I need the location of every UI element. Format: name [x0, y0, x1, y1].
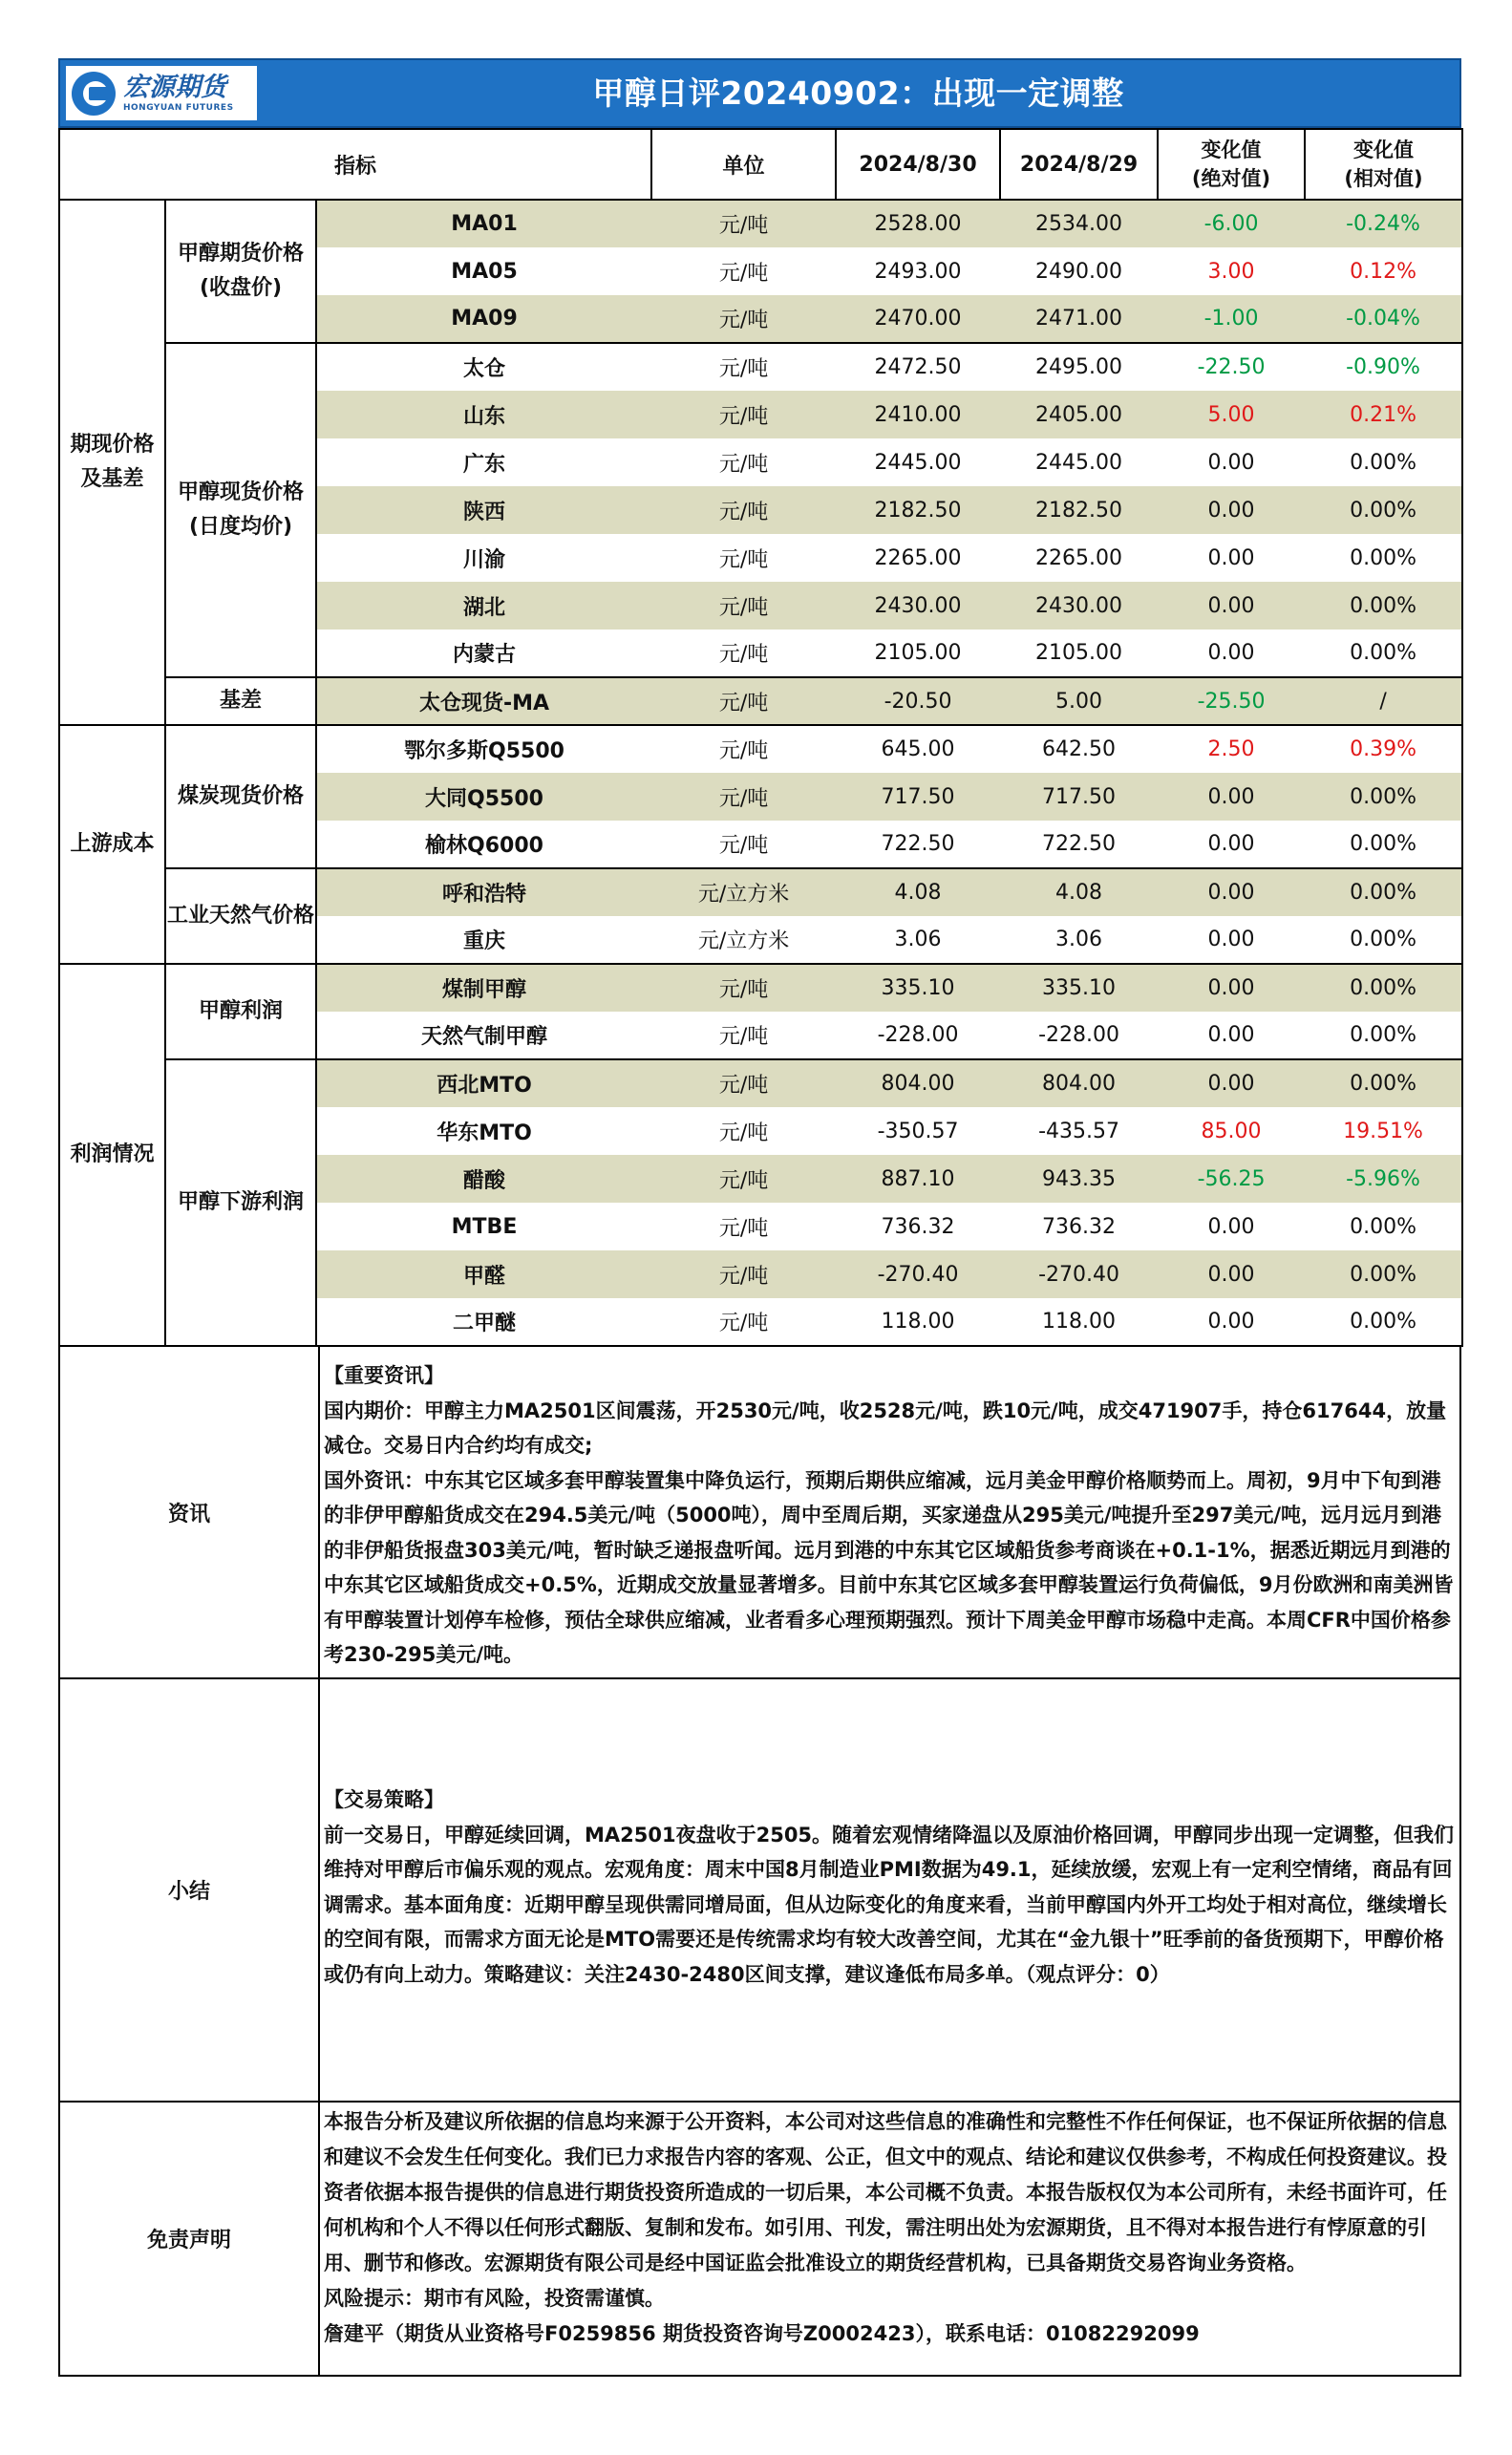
cell-indicator-name: 内蒙古 [316, 630, 651, 677]
cell-change-abs: -56.25 [1158, 1155, 1305, 1203]
subcategory-basis: 基差 [165, 677, 316, 725]
cell-change-abs: 0.00 [1158, 1250, 1305, 1298]
cell-value-date-2: 804.00 [1000, 1059, 1158, 1107]
cell-unit: 元/吨 [651, 1250, 836, 1298]
disclaimer-body [320, 2103, 1459, 2375]
cell-change-abs: 0.00 [1207, 1214, 1255, 1239]
cell-indicator-name: 煤制甲醇 [316, 964, 651, 1012]
cell-value-date-1: 722.50 [836, 821, 1000, 868]
cell-indicator-name: 醋酸 [316, 1155, 651, 1203]
table-row [59, 677, 1462, 725]
news-body [320, 1347, 1459, 1677]
summary-label: 小结 [60, 1679, 320, 2101]
summary-body [320, 1679, 1459, 2101]
cell-value-date-1: 2430.00 [836, 582, 1000, 630]
cell-value-date-1: 3.06 [836, 916, 1000, 964]
cell-unit: 元/吨 [651, 295, 836, 343]
cell-indicator-name: 川渝 [463, 547, 506, 572]
cell-value-date-1: 2472.50 [874, 355, 962, 379]
cell-change-abs: 0.00 [1158, 630, 1305, 677]
cell-change-abs: 85.00 [1201, 1119, 1262, 1143]
subcategory-gas-price: 工业天然气价格 [165, 868, 316, 964]
cell-indicator-name: 陕西 [316, 486, 651, 534]
cell-change-abs: 0.00 [1207, 450, 1255, 475]
cell-value-date-2: 5.00 [1000, 677, 1158, 725]
cell-change-rel: 0.21% [1305, 391, 1462, 438]
cell-indicator-name: 广东 [463, 452, 506, 477]
cell-value-date-2: 2471.00 [1000, 295, 1158, 343]
cell-value-date-2: 642.50 [1042, 737, 1117, 761]
header-date-2: 2024/8/29 [1000, 129, 1158, 200]
cell-change-rel: 0.00% [1305, 1298, 1462, 1346]
summary-section [58, 1679, 1461, 2103]
cell-value-date-1: 2470.00 [836, 295, 1000, 343]
cell-change-abs: 0.00 [1158, 582, 1305, 630]
cell-unit: 元/吨 [718, 739, 769, 763]
cell-indicator-name: 湖北 [316, 582, 651, 630]
cell-change-rel: 0.39% [1305, 725, 1462, 773]
cell-value-date-2: 2105.00 [1000, 630, 1158, 677]
news-label: 资讯 [60, 1347, 320, 1677]
analyst-contact: 詹建平（期货从业资格号F0259856 期货投资咨询号Z0002423），联系电话：01082292099 [324, 2322, 1200, 2345]
cell-unit: 元/吨 [651, 200, 836, 247]
subcategory-futures-price: 甲醇期货价格(收盘价) [165, 200, 316, 343]
cell-value-date-1: 335.10 [836, 964, 1000, 1012]
table-row [59, 1059, 1462, 1107]
cell-value-date-2: 2405.00 [1000, 391, 1158, 438]
cell-value-date-2: 717.50 [1000, 773, 1158, 821]
cell-change-abs: 2.50 [1207, 737, 1255, 761]
table-row [59, 200, 1462, 247]
cell-change-abs: 0.00 [1158, 916, 1305, 964]
cell-unit: 元/吨 [651, 677, 836, 725]
cell-unit: 元/立方米 [651, 916, 836, 964]
cell-indicator-name: MA09 [316, 295, 651, 343]
cell-value-date-1: 118.00 [836, 1298, 1000, 1346]
subcategory-spot-price: 甲醇现货价格(日度均价) [165, 343, 316, 677]
cell-change-rel: -0.24% [1305, 200, 1462, 247]
cell-change-rel: 0.00% [1305, 964, 1462, 1012]
cell-value-date-1: 736.32 [881, 1214, 955, 1239]
cell-value-date-1: -270.40 [836, 1250, 1000, 1298]
disclaimer-text: 本报告分析及建议所依据的信息均来源于公开资料，本公司对这些信息的准确性和完整性不作任何保证，也不保证所依据的信息和建议不会发生任何变化。我们已力求报告内容的客观、公正，但文中的观点、结论和建议仅供参考，不构成任何投资建议。投资者依据本报告提供的信息进行期货投资所造成的一切后果，本公司概不负责。本报告版权仅为本公司所有，未经书面许可，任何机构和个人不得以任何形式翻版、复制和发布。如引用、刊发，需注明出处为宏源期货，且不得对本报告进行有悖原意的引用、删节和修改。宏源期货有限公司是经中国证监会批准设立的期货经营机构，已具备期货交易咨询业务资格。 [324, 2110, 1447, 2274]
cell-change-rel: 0.00% [1305, 582, 1462, 630]
cell-value-date-2: 2534.00 [1000, 200, 1158, 247]
cell-change-rel: 0.00% [1305, 821, 1462, 868]
news-heading: 【重要资讯】 [324, 1364, 444, 1387]
cell-change-abs: 0.00 [1158, 773, 1305, 821]
cell-change-rel: 0.00% [1305, 868, 1462, 916]
cell-value-date-1: 2182.50 [836, 486, 1000, 534]
cell-value-date-2: 118.00 [1000, 1298, 1158, 1346]
header-date-1: 2024/8/30 [836, 129, 1000, 200]
cell-change-rel: / [1305, 677, 1462, 725]
cell-unit: 元/吨 [718, 357, 769, 381]
cell-unit: 元/吨 [651, 1155, 836, 1203]
news-section [58, 1347, 1461, 1679]
report-sheet [58, 58, 1461, 2377]
cell-indicator-name: 榆林Q6000 [316, 821, 651, 868]
cell-indicator-name: 鄂尔多斯Q5500 [404, 739, 564, 763]
cell-change-rel: 0.00% [1305, 534, 1462, 582]
cell-change-rel: -5.96% [1305, 1155, 1462, 1203]
header-change-abs: 变化值 (绝对值) [1158, 129, 1305, 200]
cell-indicator-name: 华东MTO [437, 1121, 532, 1145]
cell-change-rel: 19.51% [1305, 1107, 1462, 1155]
table-row [59, 964, 1462, 1012]
logo-name-en: HONGYUAN FUTURES [123, 102, 234, 113]
cell-value-date-1: -350.57 [877, 1119, 959, 1143]
cell-value-date-2: 335.10 [1000, 964, 1158, 1012]
cell-change-abs: 0.00 [1158, 486, 1305, 534]
cell-unit: 元/吨 [651, 486, 836, 534]
header-indicator: 指标 [59, 129, 651, 200]
cell-change-rel: 0.00% [1305, 486, 1462, 534]
cell-indicator-name: 太仓现货-MA [316, 677, 651, 725]
cell-value-date-2: -270.40 [1000, 1250, 1158, 1298]
cell-unit: 元/吨 [651, 630, 836, 677]
cell-change-abs: 0.00 [1158, 821, 1305, 868]
table-row [59, 725, 1462, 773]
table-row [59, 868, 1462, 916]
cell-unit: 元/吨 [718, 547, 769, 572]
subcategory-coal-price: 煤炭现货价格 [165, 725, 316, 868]
cell-indicator-name: 呼和浩特 [316, 868, 651, 916]
cell-value-date-2: -435.57 [1038, 1119, 1119, 1143]
table-row [59, 343, 1462, 391]
cell-value-date-1: 2528.00 [836, 200, 1000, 247]
cell-change-rel: -0.04% [1305, 295, 1462, 343]
cell-change-abs: 0.00 [1207, 545, 1255, 570]
cell-unit: 元/吨 [651, 1059, 836, 1107]
report-title: 甲醇日评20240902：出现一定调整 [592, 75, 1124, 112]
cell-value-date-1: -228.00 [836, 1012, 1000, 1059]
news-domestic: 国内期价：甲醇主力MA2501区间震荡，开2530元/吨，收2528元/吨，跌10元/吨，成交471907手，持仓617644，放量减仓。交易日内合约均有成交; [324, 1398, 1447, 1457]
cell-value-date-2: 3.06 [1000, 916, 1158, 964]
cell-value-date-2: 2265.00 [1035, 545, 1123, 570]
cell-value-date-2: -228.00 [1000, 1012, 1158, 1059]
cell-indicator-name: 山东 [316, 391, 651, 438]
cell-indicator-name: MA05 [451, 259, 518, 284]
category-spot-basis: 期现价格及基差 [59, 200, 165, 725]
summary-heading: 【交易策略】 [324, 1788, 444, 1811]
cell-value-date-1: 2410.00 [836, 391, 1000, 438]
cell-change-abs: -6.00 [1158, 200, 1305, 247]
cell-change-rel: 0.00% [1305, 916, 1462, 964]
cell-unit: 元/吨 [718, 1121, 769, 1145]
cell-value-date-1: -20.50 [836, 677, 1000, 725]
cell-indicator-name: MTBE [451, 1214, 518, 1239]
cell-unit: 元/吨 [651, 821, 836, 868]
cell-indicator-name: 甲醛 [316, 1250, 651, 1298]
company-logo [66, 66, 257, 120]
cell-change-rel: -0.90% [1305, 343, 1462, 391]
cell-change-rel: 0.00% [1305, 1012, 1462, 1059]
cell-change-abs: 0.00 [1158, 1298, 1305, 1346]
cell-value-date-2: 4.08 [1000, 868, 1158, 916]
cell-change-abs: 0.00 [1158, 964, 1305, 1012]
cell-unit: 元/吨 [651, 964, 836, 1012]
cell-unit: 元/吨 [651, 1012, 836, 1059]
cell-change-abs: 0.00 [1158, 868, 1305, 916]
cell-indicator-name: 重庆 [316, 916, 651, 964]
cell-change-rel: 0.00% [1305, 438, 1462, 486]
cell-value-date-2: 2182.50 [1000, 486, 1158, 534]
cell-change-abs: 5.00 [1158, 391, 1305, 438]
summary-text: 前一交易日，甲醇延续回调，MA2501夜盘收于2505。随着宏观情绪降温以及原油价格回调，甲醇同步出现一定调整，但我们维持对甲醇后市偏乐观的观点。宏观角度：周末中国8月制造业PMI数据为49.1，延续放缓，宏观上有一定利空情绪，商品有回调需求。基本面角度：近期甲醇呈现供需同增局面，但从边际变化的角度来看，当前甲醇国内外开工均处于相对高位，继续增长的空间有限，而需求方面无论是MTO需要还是传统需求均有较大改善空间，尤其在“金九银十”旺季前的备货预期下，甲醇价格或仍有向上动力。策略建议：关注2430-2480区间支撑，建议逢低布局多单。（观点评分：0） [324, 1823, 1455, 1986]
disclaimer-section [58, 2103, 1461, 2377]
logo-mark-icon [72, 72, 116, 116]
cell-change-rel: 0.00% [1305, 630, 1462, 677]
cell-indicator-name: 太仓 [463, 357, 506, 381]
cell-change-rel: 0.00% [1305, 1059, 1462, 1107]
table-header-row [59, 129, 1462, 200]
cell-change-abs: -22.50 [1197, 355, 1266, 379]
cell-unit: 元/吨 [718, 1216, 769, 1241]
disclaimer-label: 免责声明 [60, 2103, 320, 2375]
cell-value-date-1: 717.50 [836, 773, 1000, 821]
cell-value-date-1: 2265.00 [874, 545, 962, 570]
subcategory-methanol-profit: 甲醇利润 [165, 964, 316, 1059]
cell-unit: 元/吨 [651, 391, 836, 438]
cell-value-date-1: 2445.00 [874, 450, 962, 475]
logo-name-cn: 宏源期货 [123, 72, 226, 102]
cell-value-date-1: 4.08 [836, 868, 1000, 916]
cell-value-date-2: 943.35 [1000, 1155, 1158, 1203]
cell-value-date-1: 645.00 [881, 737, 955, 761]
header-unit: 单位 [651, 129, 836, 200]
cell-value-date-1: 804.00 [836, 1059, 1000, 1107]
cell-unit: 元/立方米 [651, 868, 836, 916]
cell-change-abs: -1.00 [1158, 295, 1305, 343]
cell-value-date-2: 2445.00 [1035, 450, 1123, 475]
cell-change-abs: 0.00 [1158, 1059, 1305, 1107]
cell-value-date-1: 2105.00 [836, 630, 1000, 677]
report-banner [58, 58, 1461, 128]
cell-indicator-name: 二甲醚 [316, 1298, 651, 1346]
cell-change-abs: 0.00 [1158, 1012, 1305, 1059]
cell-value-date-2: 722.50 [1000, 821, 1158, 868]
cell-indicator-name: 大同Q5500 [316, 773, 651, 821]
cell-unit: 元/吨 [718, 452, 769, 477]
cell-change-rel: 0.00% [1305, 773, 1462, 821]
cell-change-rel: 0.00% [1305, 1250, 1462, 1298]
cell-indicator-name: 天然气制甲醇 [316, 1012, 651, 1059]
cell-value-date-2: 2495.00 [1035, 355, 1123, 379]
cell-value-date-1: 887.10 [836, 1155, 1000, 1203]
cell-value-date-2: 2430.00 [1000, 582, 1158, 630]
cell-unit: 元/吨 [651, 1298, 836, 1346]
news-overseas: 国外资讯：中东其它区域多套甲醇装置集中降负运行，预期后期供应缩减，远月美金甲醇价格顺势而上。周初，9月中下旬到港的非伊甲醇船货成交在294.5美元/吨（5000吨），周中至周后期，买家递盘从295美元/吨提升至297美元/吨，远月远月到港的非伊船货报盘303美元/吨，暂时缺乏递报盘听闻。远月到港的中东其它区域船货参考商谈在+0.1-1%，据悉近期远月到港的中东其它区域船货成交+0.5%，近期成交放量显著增多。目前中东其它区域多套甲醇装置运行负荷偏低，9月份欧洲和南美洲皆有甲醇装置计划停车检修，预估全球供应缩减，业者看多心理预期强烈。预计下周美金甲醇市场稳中走高。本周CFR中国价格参考230-295美元/吨。 [324, 1468, 1454, 1666]
subcategory-downstream-profit: 甲醇下游利润 [165, 1059, 316, 1346]
cell-indicator-name: 西北MTO [316, 1059, 651, 1107]
indicator-table [58, 128, 1463, 1347]
risk-warning: 风险提示：期市有风险，投资需谨慎。 [324, 2287, 665, 2310]
header-change-rel: 变化值 (相对值) [1305, 129, 1462, 200]
cell-value-date-2: 2490.00 [1035, 259, 1123, 284]
cell-value-date-2: 736.32 [1042, 1214, 1117, 1239]
cell-change-rel: 0.00% [1305, 1203, 1462, 1250]
cell-unit: 元/吨 [718, 261, 769, 286]
cell-change-rel: 0.12% [1305, 247, 1462, 295]
cell-unit: 元/吨 [651, 582, 836, 630]
cell-value-date-1: 2493.00 [874, 259, 962, 284]
cell-indicator-name: MA01 [316, 200, 651, 247]
category-profit: 利润情况 [59, 964, 165, 1346]
cell-change-abs: -25.50 [1158, 677, 1305, 725]
category-upstream-cost: 上游成本 [59, 725, 165, 964]
cell-change-abs: 3.00 [1207, 259, 1255, 284]
cell-unit: 元/吨 [651, 773, 836, 821]
